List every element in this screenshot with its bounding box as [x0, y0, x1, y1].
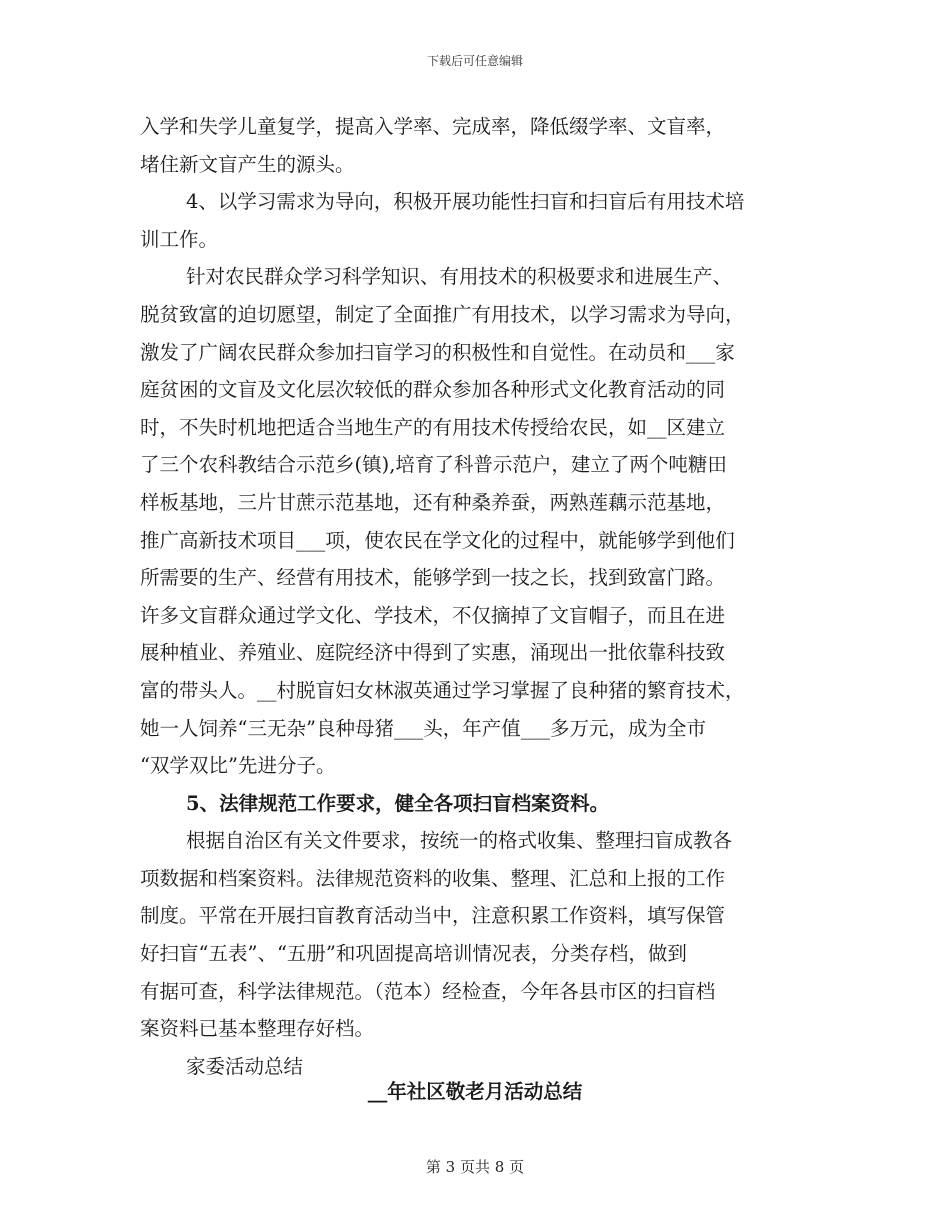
body-line: 制度。平常在开展扫盲教育活动当中，注意积累工作资料，填写保管: [140, 904, 726, 928]
body-line: 许多文盲群众通过学文化、学技术，不仅摘掉了文盲帽子，而且在进: [140, 603, 726, 627]
body-line: 富的带头人。__村脱盲妇女林淑英通过学习掌握了良种猪的繁育技术，: [140, 678, 745, 702]
page-header: 下载后可任意编辑: [426, 54, 523, 68]
document-body: [140, 108, 820, 1085]
body-line: 了三个农科教结合示范乡(镇),培育了科普示范户，建立了两个吨糖田: [140, 453, 727, 477]
body-line: 展种植业、养殖业、庭院经济中得到了实惠，涌现出一批依靠科技致: [140, 641, 726, 665]
body-line: 好扫盲“五表”、“五册”和巩固提高培训情况表，分类存档，做到: [140, 942, 687, 966]
body-line: 推广高新技术项目___项，使农民在学文化的过程中，就能够学到他们: [140, 528, 735, 552]
body-line: “双学双比”先进分子。: [140, 754, 336, 778]
body-line: 脱贫致富的迫切愿望，制定了全面推广有用技术，以学习需求为导向，: [140, 302, 745, 326]
body-line: 所需要的生产、经营有用技术，能够学到一技之长，找到致富门路。: [140, 566, 726, 590]
body-line: 激发了广阔农民群众参加扫盲学习的积极性和自觉性。在动员和___家: [140, 340, 735, 364]
page-footer: 第 3 页共 8 页: [425, 1158, 525, 1176]
section-heading: 5、法律规范工作要求，健全各项扫盲档案资料。: [186, 791, 610, 815]
body-line: 针对农民群众学习科学知识、有用技术的积极要求和进展生产、: [186, 265, 733, 289]
body-line: 4、以学习需求为导向，积极开展功能性扫盲和扫盲后有用技术培: [186, 190, 745, 214]
body-line: 家委活动总结: [186, 1054, 304, 1078]
body-line: 时，不失时机地把适合当地生产的有用技术传授给农民，如__区建立: [140, 415, 726, 439]
body-line: 堵住新文盲产生的源头。: [140, 152, 355, 176]
body-line: 根据自治区有关文件要求，按统一的格式收集、整理扫盲成教各: [186, 829, 733, 853]
body-line: 入学和失学儿童复学，提高入学率、完成率，降低缀学率、文盲率，: [140, 115, 726, 138]
document-title: __年社区敬老月活动总结: [367, 1080, 583, 1103]
body-line: 训工作。: [140, 227, 219, 251]
body-line: 项数据和档案资料。法律规范资料的收集、整理、汇总和上报的工作: [140, 866, 726, 890]
body-line: 案资料已基本整理存好档。: [140, 1017, 375, 1041]
body-line: 有据可查，科学法律规范。（范本）经检查，今年各县市区的扫盲档: [140, 979, 716, 1003]
body-line: 她一人饲养“三无杂”良种母猪___头，年产值___多万元，成为全市: [140, 716, 706, 740]
body-line: 样板基地，三片甘蔗示范基地，还有种桑养蚕，两熟莲藕示范基地，: [140, 490, 726, 514]
body-line: 庭贫困的文盲及文化层次较低的群众参加各种形式文化教育活动的同: [140, 378, 726, 402]
